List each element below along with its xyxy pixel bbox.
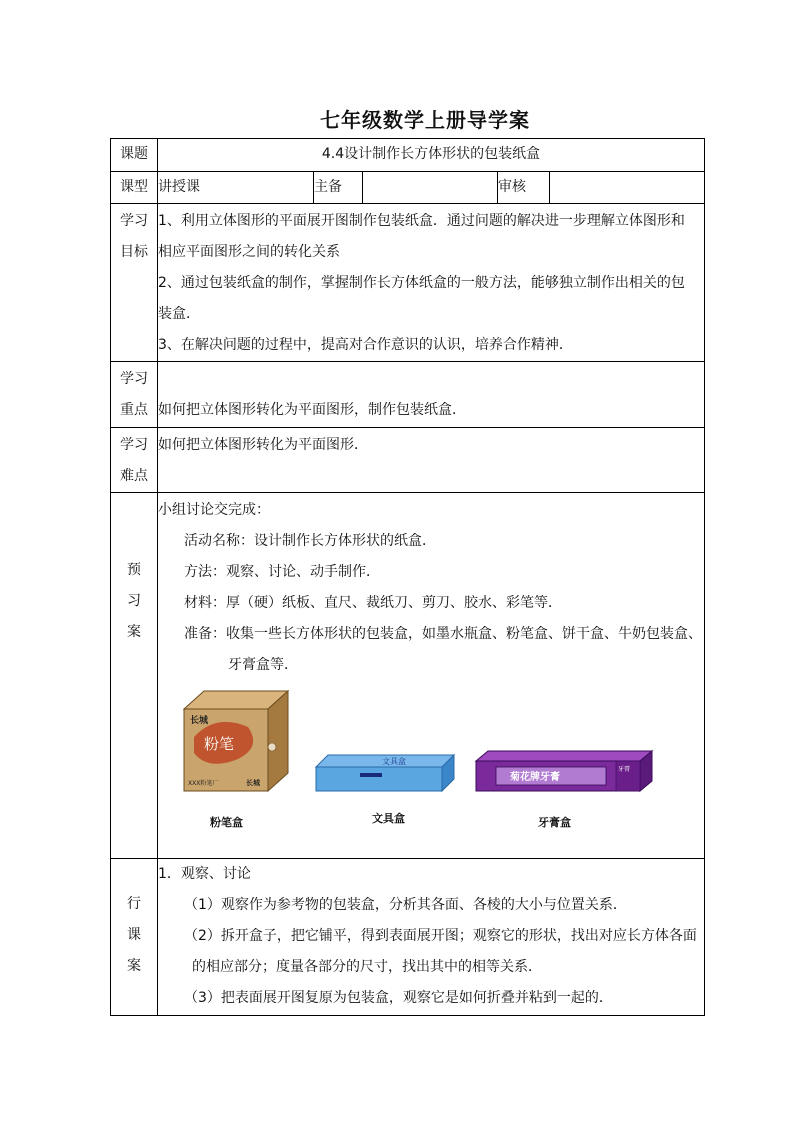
preview-intro: 小组讨论交完成： [158,502,270,518]
preview-label-1: 预 [127,562,141,578]
chalk-box-caption: 粉笔盒 [210,816,243,829]
preview-label-2: 习 [127,593,141,609]
difficulty-label-1: 学习 [120,437,148,453]
preview-method: 方法：观察、讨论、动手制作． [184,564,380,580]
type-label: 课型 [111,172,158,204]
lesson-label-2: 课 [127,927,141,943]
lesson-heading: 1．观察、讨论 [158,866,251,882]
toothpaste-box-caption: 牙膏盒 [538,816,571,829]
review-label: 审核 [498,172,550,204]
chalk-box-factory: XXX粉笔厂 [188,780,219,787]
difficulty-text: 如何把立体图形转化为平面图形． [158,437,368,453]
page-title: 七年级数学上册导学案 [320,108,530,132]
difficulty-label-2: 难点 [120,468,148,484]
goals-row [111,204,705,362]
lesson-step-3: （3）把表面展开图复原为包装盒，观察它是如何折叠并粘到一起的． [184,990,613,1006]
topic-label: 课题 [111,139,158,172]
preview-materials: 材料：厚（硬）纸板、直尺、裁纸刀、剪刀、胶水、彩笔等． [184,595,562,611]
stationery-box-caption: 文具盒 [372,812,405,825]
type-row [111,172,705,204]
lesson-row [111,859,705,1016]
goals-label-1: 学习 [120,213,148,229]
box-illustrations [156,681,704,831]
stationery-box-image [310,751,456,795]
lesson-step-1: （1）观察作为参考物的包装盒，分析其各面、各棱的大小与位置关系． [184,897,627,913]
goal-line: 2、通过包装纸盒的制作，掌握制作长方体纸盒的一般方法，能够独立制作出相关的包 [158,275,685,291]
topic-row [111,139,705,172]
type-value: 讲授课 [158,172,314,204]
toothpaste-side-label: 牙膏 [618,766,631,773]
lesson-label-1: 行 [127,896,141,912]
keypoint-label-2: 重点 [120,402,148,418]
goal-line: 1、利用立体图形的平面展开图制作包装纸盒．通过问题的解决进一步理解立体图形和 [158,213,685,229]
lesson-label-3: 案 [127,958,141,974]
preview-label-3: 案 [127,624,141,640]
goal-line: 相应平面图形之间的转化关系 [158,244,340,260]
lesson-plan-table [110,138,705,1016]
lesson-step-2a: （2）拆开盒子，把它铺平，得到表面展开图；观察它的形状，找出对应长方体各面 [184,928,697,944]
preview-row [111,493,705,859]
keypoint-row [111,362,705,428]
chalk-box-brand-2: 长城 [246,778,260,787]
toothpaste-box-image [472,747,654,795]
chalk-box-name: 粉笔 [204,735,235,753]
difficulty-row [111,428,705,493]
toothpaste-brand: 菊花牌牙膏 [510,772,560,783]
goal-line: 3、在解决问题的过程中，提高对合作意识的认识，培养合作精神． [158,337,573,353]
preview-prepare-1: 准备：收集一些长方体形状的包装盒，如墨水瓶盒、粉笔盒、饼干盒、牛奶包装盒、 [184,626,702,642]
goals-label-2: 目标 [120,244,148,260]
review-value [550,172,705,204]
chalk-box-brand: 长城 [190,716,209,726]
keypoint-label-1: 学习 [120,371,148,387]
lesson-step-2b: 的相应部分；度量各部分的尺寸，找出其中的相等关系． [192,959,542,975]
lead-label: 主备 [314,172,363,204]
stationery-box-label: 文具盒 [382,757,406,766]
keypoint-text: 如何把立体图形转化为平面图形，制作包装纸盒． [158,402,466,418]
chalk-box-image [176,687,291,805]
goal-line: 装盒． [158,306,200,322]
topic-value: 4.4设计制作长方体形状的包装纸盒 [158,139,705,172]
lead-value [363,172,498,204]
preview-activity: 活动名称：设计制作长方体形状的纸盒． [184,533,436,549]
preview-prepare-2: 牙膏盒等． [228,657,298,673]
